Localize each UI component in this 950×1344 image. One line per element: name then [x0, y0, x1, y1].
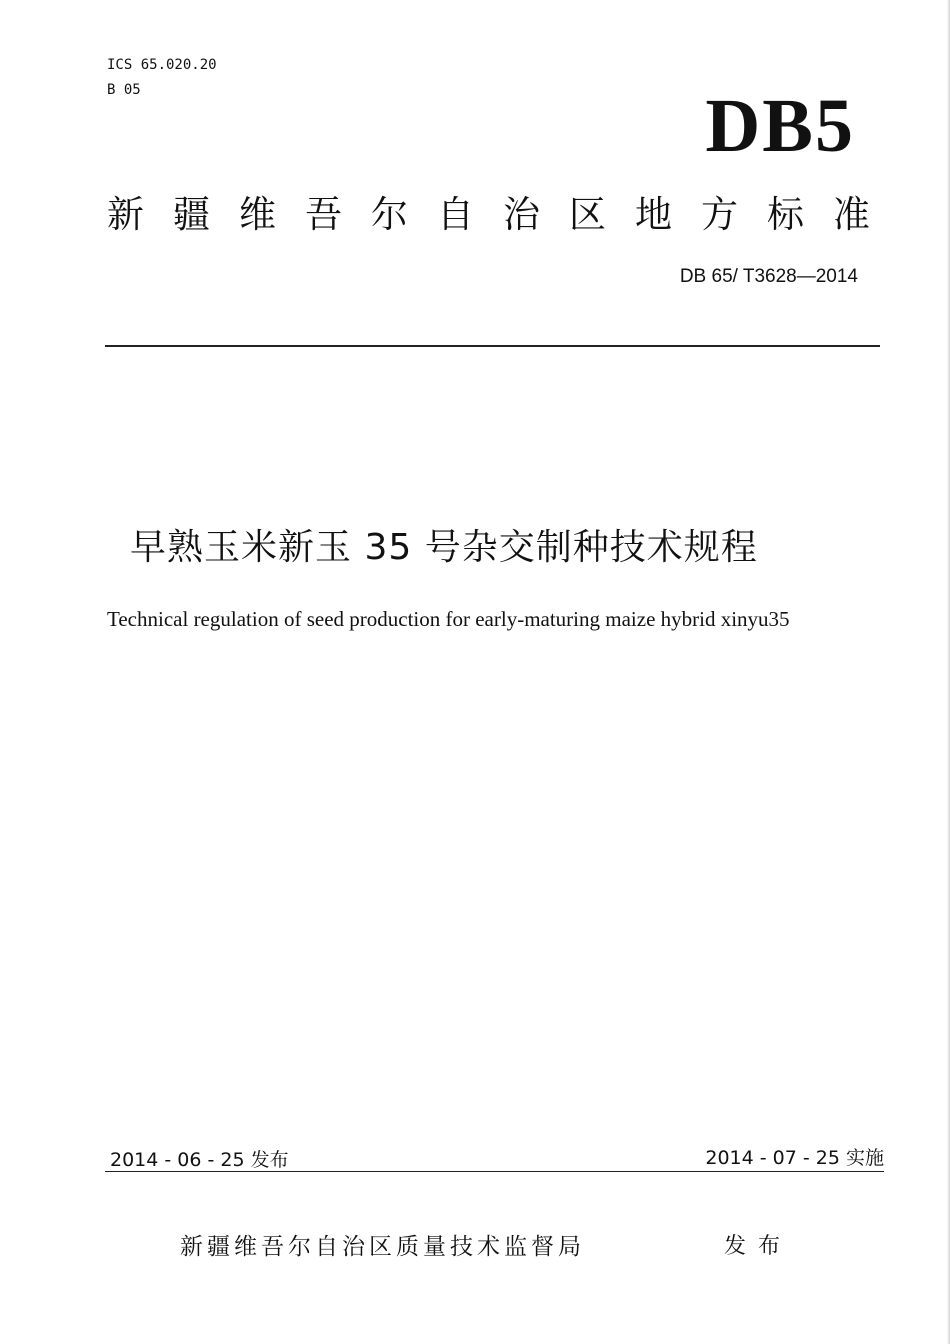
implementation-date: 2014 - 07 - 25 实施: [705, 1147, 884, 1169]
issue-label: 发布: [724, 1234, 793, 1259]
ics-code: ICS 65.020.20: [107, 57, 217, 73]
standard-type-title: 新疆维吾尔自治区地方标准: [107, 193, 899, 236]
bottom-divider: [105, 1171, 884, 1172]
standard-logo: DB5: [705, 84, 855, 168]
top-divider: [105, 345, 880, 347]
document-title-english: Technical regulation of seed production for early-maturing maize hybrid xinyu35: [107, 607, 790, 631]
standard-code: DB 65/ T3628—2014: [679, 266, 858, 287]
ccs-code: B 05: [107, 82, 141, 98]
issue-date: 2014 - 06 - 25 发布: [110, 1149, 289, 1171]
issuing-authority: 新疆维吾尔自治区质量技术监督局: [180, 1234, 585, 1260]
document-title-chinese: 早熟玉米新玉 35 号杂交制种技术规程: [130, 527, 758, 568]
